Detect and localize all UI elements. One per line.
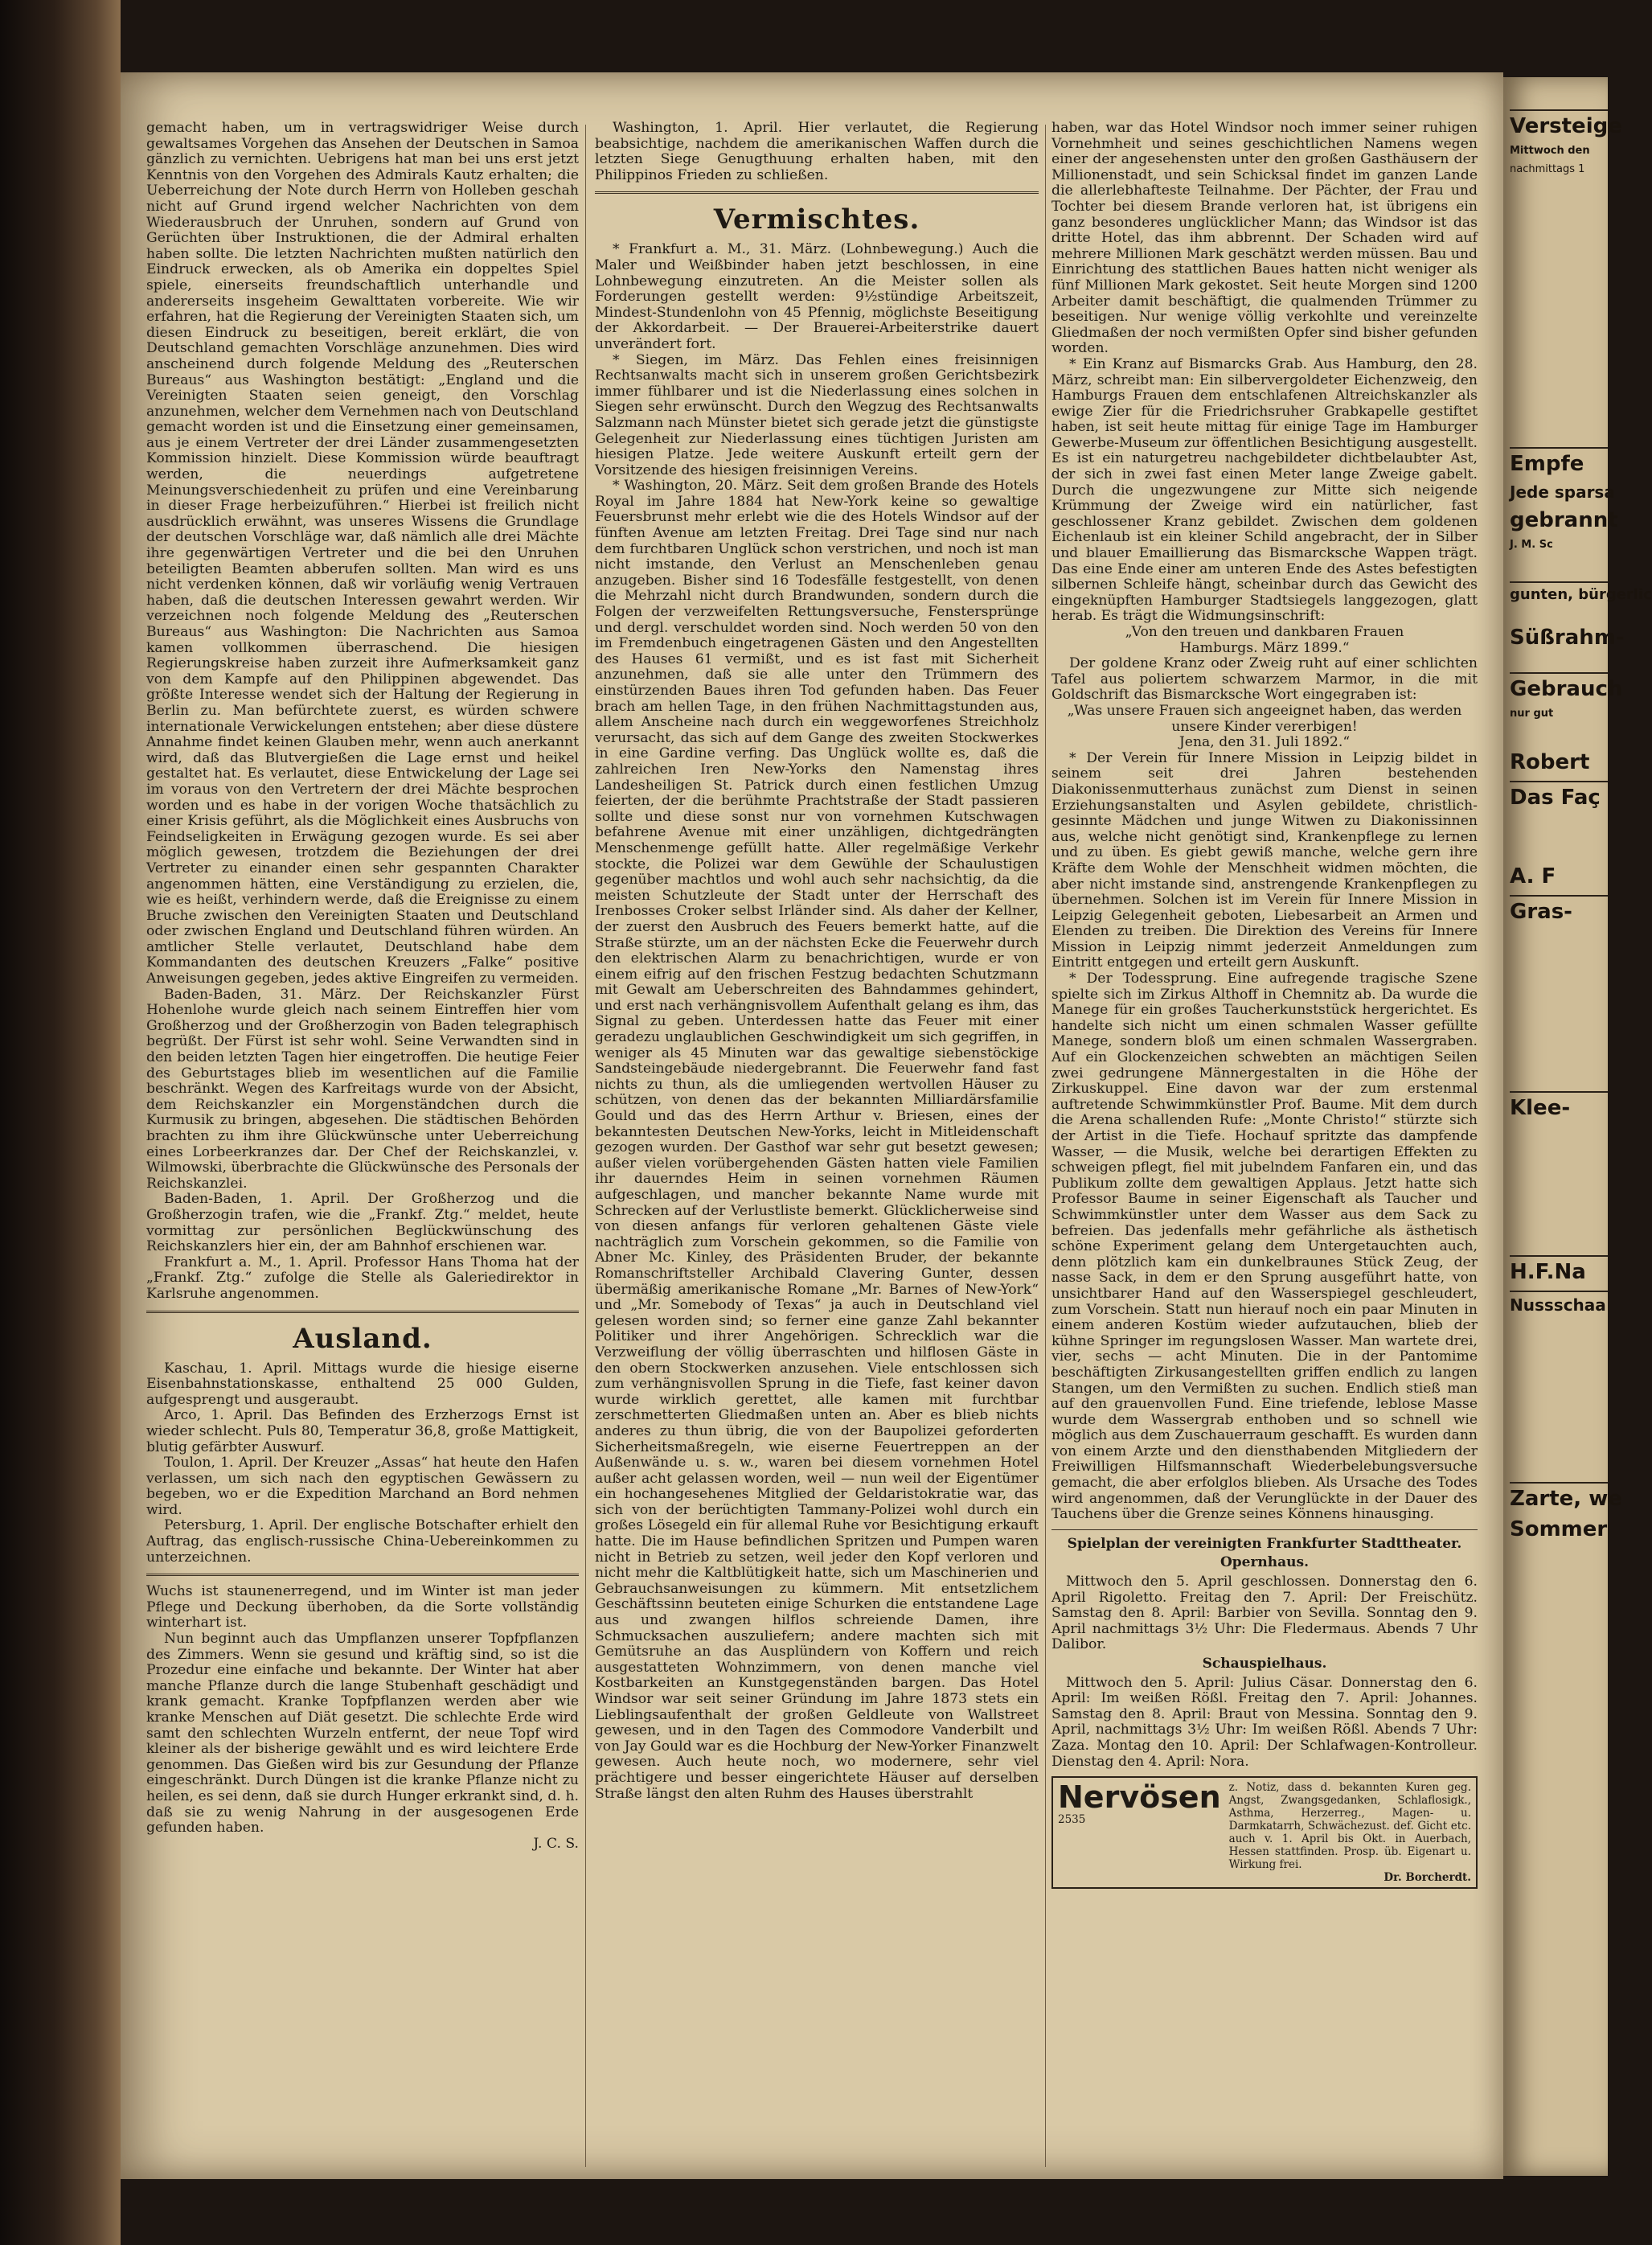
ausland-item: Arco, 1. April. Das Befinden des Erzherzogs Ernst ist wieder schlecht. Puls 80, Temperatur 36,8, große Mattigkeit, blutig gefärbter Auswurf. [146,1407,579,1455]
frankfurt-news: Frankfurt a. M., 1. April. Professor Hans Thoma hat der „Frankf. Ztg.“ zufolge die Stelle als Galeriedirektor in Karlsruhe angenommen. [146,1254,579,1302]
ausland-item: Toulon, 1. April. Der Kreuzer „Assas“ hat heute den Hafen verlassen, um sich nach den egyptischen Gewässern zu begeben, wo er die Expedition Marchand an Bord nehmen wird. [146,1455,579,1518]
ad-right [1229,1781,1471,1884]
vermischtes-item: * Washington, 20. März. Seit dem großen Brande des Hotels Royal im Jahre 1884 hat New-York keine so gewaltige Feuersbrunst mehr erlebt wie die des Hotels Windsor auf der fünften Avenue am letzten Freitag. Drei Tage sind nur nach dem furchtbaren Unglück schon verstrichen, und noch ist man nicht imstande, den Verlust an Menschenleben genau anzugeben. Bisher sind 16 Todesfälle festgestellt, von denen die Mehrzahl nicht durch Brandwunden, sondern durch die Folgen der verzweifelten Rettungsversuche, Fenstersprünge und dergl. verschuldet worden sind. Noch werden 50 von den im Fremdenbuch eingetragenen Gästen und den Angestellten des Hauses 61 vermißt, und es ist fast mit Sicherheit anzunehmen, daß sie alle unter den Trümmern des einstürzenden Baues ihren Tod gefunden haben. Das Feuer brach am hellen Tage, in den frühen Nachmittagstunden aus, allem Anscheine nach durch ein weggeworfenes Streichholz verursacht, das sich auf dem Gange des zweiten Stockwerkes in eine Gardine verfing. Das Unglück wollte es, daß die zahlreichen Iren New-Yorks den Namenstag ihres Landesheiligen St. Patrick durch einen festlichen Umzug feierten, der die berühmte Prachtstraße der Stadt passieren sollte und diese sonst nur von vornehmen Kutschwagen befahrene Avenue mit einer unzähligen, dichtgedrängten Menschenmenge gefüllt hatte. Aller regelmäßige Verkehr stockte, die Polizei war dem Gewühle der Schaulustigen gegenüber machtlos und wohl auch sehr nachsichtig, da die meisten Schutzleute der Stadt unter der Herrschaft des Irenbosses Croker selbst Irländer sind. Als daher der Kellner, der zuerst den Ausbruch des Feuers bemerkt hatte, auf die Straße stürzte, um an der nächsten Ecke die Feuerwehr durch den elektrischen Alarm zu benachrichtigen, wurde er von einem eifrig auf den frischen Festzug bedachten Schutzmann mit Gewalt am Ueberschreiten des Bahndammes gehindert, und erst nach verhängnisvollem Aufenthalt gelang es ihm, das Signal zu geben. Unterdessen hatte das Feuer mit einer geradezu unglaublichen Geschwindigkeit um sich gegriffen, in weniger als 45 Minuten war das gewaltige siebenstöckige Sandsteingebäude niedergebrannt. Die Feuerwehr fand fast nichts zu thun, als die umliegenden wertvollen Häuser zu schützen, von denen das der bekannten Milliardärsfamilie Gould und das des Herrn Arthur v. Briesen, eines der bekanntesten Deutschen New-Yorks, leicht in Mitleidenschaft gezogen wurden. Der Gasthof war sehr gut besetzt gewesen; außer vielen vorübergehenden Gästen hatten viele Familien ihr dauerndes Heim in seinen vornehmen Räumen aufgeschlagen, und mancher bekannte Name wurde mit Schrecken auf der Verlustliste bemerkt. Glücklicherweise sind von diesen anfangs für verloren gehaltenen Gäste viele nachträglich zum Vorschein gekommen, so die Familie von Abner Mc. Kinley, des Präsidenten Bruder, der bekannte Romanschriftsteller Archibald Clavering Gunter, dessen übermäßig amerikanische Romane „Mr. Barnes of New-York“ und „Mr. Somebody of Texas“ ja auch in Deutschland viel gelesen worden sind; so ferner eine ganze Zahl bekannter Politiker und ihrer Angehörigen. Schrecklich war die Verzweiflung der völlig überraschten und hilflosen Gäste in den obern Stockwerken anzusehen. Viele entschlossen sich zum verhängnisvollen Sprung in die Tiefe, fast keiner davon wurde wirklich gerettet, alle kamen mit furchtbar zerschmetterten Gliedmaßen unten an. Aber es blieb nichts anderes zu thun übrig, die von der Baupolizei geforderten Sicherheitsmaßregeln, wie eiserne Feuertreppen an der Außenwände u. s. w., waren bei diesem vornehmen Hotel außer acht gelassen worden, weil — nun weil der Eigentümer ein hochangesehenes Mitglied der Geldaristokratie war, das sich von der berüchtigten Tammany-Polizei wohl durch ein großes Lösegeld ein für allemal Ruhe vor Besichtigung erkauft hatte. Die im Hause befindlichen Spritzen und Pumpen waren nicht in Betrieb zu setzen, weil jeder den Kopf verloren und nicht mehr die Kaltblütigkeit hatte, sich um Maschinerien und Gebrauchsanweisungen zu kümmern. Mit entsetzlichem Geschäftssinn beuteten einige Schurken die entstandene Lage aus und zwangen hilflos schreiende Damen, ihre Schmucksachen auszuliefern; andere machten sich mit Gemütsruhe an das Ausplündern von Koffern und reich ausgestatteten Wohnzimmern, von denen manche viel Kostbarkeiten an Kunstgegenständen bargen. Das Hotel Windsor war seit seiner Gründung im Jahre 1873 stets ein Lieblingsaufenthalt der großen Geldleute von Wallstreet gewesen, und in den Tagen des Commodore Vanderbilt und von Jay Gould war es die Hochburg der New-Yorker Finanzwelt gewesen. Auch heute noch, wo modernere, sehr viel prächtigere und besser eingerichtete Häuser auf derselben Straße längst den alten Ruhm des Hauses überstrahlt [595,478,1039,1802]
bismarck-tablet: Der goldene Kranz oder Zweig ruht auf einer schlichten Tafel aus poliertem schwarzem Marmor, in die mit Goldschrift das Bismarcksche Wort eingegraben ist: [1051,655,1478,704]
opera-schedule: Mittwoch den 5. April geschlossen. Donnerstag den 6. April Rigoletto. Freitag den 7. April: Der Freischütz. Samstag den 8. April: Barbier von Sevilla. Sonntag den 9. April nachmittags 3½ Uhr: Die Fledermaus. Abends 7 Uhr Dalibor. [1051,1574,1478,1653]
adjacent-ad-text: Zarte, we [1510,1482,1608,1511]
section-heading-vermischtes: Vermischtes. [713,203,920,236]
dedication-line: „Von den treuen und dankbaren Frauen [1125,624,1404,640]
bismarck-wreath-item: * Ein Kranz auf Bismarcks Grab. Aus Hamburg, den 28. März, schreibt man: Ein silbervergoldeter Eichenzweig, den Hamburgs Frauen dem entschlafenen Altreichskanzler als ewige Zier für die Friedrichsruher Grabkapelle gestiftet haben, ist seit heute mittag für einige Tage im Hamburger Gewerbe-Museum zur öffentlichen Besichtigung ausgestellt. Es ist ein naturgetreu nachgebildeter dichtbelaubter Ast, der sich in zwei fast einen Meter lange Zweige gabelt. Durch die ungezwungene zur Mitte sich neigende Krümmung der Zweige wird ein natürlicher, fast geschlossener Kranz gebildet. Zwischen dem goldenen Eichenlaub ist ein kleiner Schild angebracht, der in Silber und blauer Emaillierung das Bismarcksche Wappen trägt. Das eine Ende einer am unteren Ende des Astes befestigten silbernen Schleife hängt, scheinbar durch das Gewicht des eingeknüpften Hamburger Stadtsiegels langgezogen, glatt herab. Es trägt die Widmungsinschrift: [1051,355,1478,625]
schauspiel-heading: Schauspielhaus. [1202,1656,1327,1672]
column-3 [1051,121,1478,1889]
ausland-item: Petersburg, 1. April. Der englische Botschafter erhielt den Auftrag, das englisch-russische China-Uebereinkommen zu unterzeichnen. [146,1517,579,1566]
adjacent-ad-text: Robert [1510,750,1590,774]
todessprung-item: * Der Todessprung. Eine aufregende tragische Szene spielte sich im Zirkus Althoff in Chemnitz ab. Da wurde die Manege für ein großes Taucherkunststück hergerichtet. Es handelte sich nicht um einen schmalen Wasser gefüllte Manege, sondern bloß um einen schmalen Wassergraben. Auf ein Glockenzeichen schwebten an mächtigen Seilen zwei gedrungene Männergestalten in die Höhe der Zirkuskuppel. Eine davon war der zum erstenmal auftretende Schwimmkünstler Prof. Baume. Mit dem durch die Arena schallenden Rufe: „Monte Christo!“ stürzte sich der Artist in die Tiefe. Hochauf spritzte das dampfende Wasser, — die Musik, welche bei derartigen Effekten zu schweigen pflegt, fiel mit jubelndem Fanfaren ein, und das Publikum zollte dem gewaltigen Applaus. Jetzt hatte sich Professor Baume in seiner Eigenschaft als Taucher und Schwimmkünstler unter dem Wasser aus dem Sack zu befreien. Das jedenfalls mehr gefährliche als ästhetisch schöne Experiment gelang dem Untergetauchten auch, denn plötzlich kam ein dunkelbraunes Stück Zeug, der nasse Sack, in dem er den Sprung ausgeführt hatte, von unsichtbarer Hand auf den Wasserspiegel geschleudert, zum Vorschein. Statt nun hierauf noch ein paar Minuten in einem anderen Kostüm wieder aufzutauchen, blieb der kühne Springer im regungslosen Wasser. Man wartete drei, vier, sechs — acht Minuten. Die in der Pantomime beschäftigten Zirkusangestellten griffen endlich zu langen Stangen, um den Vermißten zu suchen. Endlich stieß man auf den grauenvollen Fund. Eine triefende, leblose Masse wurde dem Wassergrab enthoben und so schnell wie möglich aus dem Zuschauerraum geschafft. Es wurden dann von einem Arzte und den diensthabenden Mitgliedern der Freiwilligen Hilfsmannschaft Wiederbelebungsversuche gemacht, die aber erfolglos blieben. Als Ursache des Todes wird angenommen, daß der Verunglückte in der Dauer des Tauchens über die Grenze seines Könnens hinausging. [1051,971,1478,1523]
column-divider [585,125,586,2167]
section-rule [146,1311,579,1313]
innere-mission-item: * Der Verein für Innere Mission in Leipzig bildet in seinem seit drei Jahren bestehenden Diakonissenmutterhaus zunächst zum Dienst in seinen Erziehungsanstalten und Asylen gebildete, christlich-gesinnte Mädchen und junge Witwen zu Diakonissinnen aus, welche nicht genötigt sind, Krankenpflege zu lernen und zu üben. Es giebt gewiß manche, welche gern ihre Kräfte dem Wohle der Menschheit widmen möchten, die aber nicht imstande sind, anstrengende Krankenpflegen zu übernehmen. Solchen ist im Verein für Innere Mission in Leipzig Gelegenheit geboten, Liebesarbeit an Armen und Elenden zu treiben. Die Direktion des Vereins für Innere Mission in Leipzig nimmt jederzeit Anmeldungen zum Eintritt entgegen und erteilt gern Auskunft. [1051,749,1478,971]
feuilleton-text: Nun beginnt auch das Umpflanzen unserer Topfpflanzen des Zimmers. Wenn sie gesund und kräftig sind, so ist die Prozedur eine einfache und bekannte. Der Winter hat aber manche Pflanze durch die lange Stubenhaft geschädigt und krank gemacht. Kranke Topfpflanzen werden aber wie kranke Menschen auf Diät gesetzt. Die schlechte Erde wird samt den schlechten Wurzeln entfernt, der neue Topf wird kleiner als der bisherige gewählt und es wird leichtere Erde genommen. Das Gießen wird bis zur Gesundung der Pflanze eingeschränkt. Durch Düngen ist die kranke Pflanze nicht zu heilen, es sei denn, daß sie durch Hunger erkrankt sind, d. h. daß sie zu wenig Nahrung in der ausgesogenen Erde gefunden haben. [146,1631,579,1837]
adjacent-ad-text: Sommer [1510,1517,1608,1541]
advertisement-nervoesen [1051,1776,1478,1889]
vermischtes-item: * Frankfurt a. M., 31. März. (Lohnbewegung.) Auch die Maler und Weißbinder haben jetzt beschlossen, in eine Lohnbewegung einzutreten. An die Meister sollen als Forderungen gestellt werden: 9½stündige Arbeitszeit, Mindest-Stundenlohn von 45 Pfennig, möglichste Beseitigung der Akkordarbeit. — Der Brauerei-Arbeiterstrike dauert unverändert fort. [595,241,1039,352]
baden-news-1: Baden-Baden, 31. März. Der Reichskanzler Fürst Hohenlohe wurde gleich nach seinem Eintreffen hier vom Großherzog und der Großherzogin von Baden telegraphisch begrüßt. Der Fürst ist sehr wohl. Seine Verwandten sind in den beiden letzten Tagen hier eingetroffen. Die heutige Feier des Geburtstages blieb im wesentlichen auf die Familie beschränkt. Wegen des Karfreitags wurde von der Absicht, dem Reichskanzler ein Morgenständchen durch die Kurmusik zu bringen, abgesehen. Die städtischen Behörden brachten zu ihm ihre Glückwünsche unter Ueberreichung eines Lorbeerkranzes dar. Der Chef der Reichskanzlei, v. Wilmowski, überbrachte die Glückwünsche des Personals der Reichskanzlei. [146,986,579,1192]
adjacent-ad-text: A. F [1510,864,1556,889]
adjacent-ad-text: nachmittags 1 [1510,163,1585,175]
adjacent-ad-text: Gebrauch [1510,672,1608,701]
samoa-article: gemacht haben, um in vertragswidriger Weise durch gewaltsames Vorgehen das Ansehen der Deutschen in Samoa gänzlich zu vernichten. Uebrigens hat man bei uns erst jetzt Kenntnis von den Vorgehen des Admirals Kautz erhalten; die Ueberreichung der Note durch Herrn von Holleben geschah nicht auf Grund irgend welcher Nachrichten von dem Wiederausbruch der Unruhen, sondern auf Grund von Gerüchten über Instruktionen, die der Admiral erhalten haben sollte. Die letzten Nachrichten mußten natürlich den Eindruck erwecken, als ob Amerika ein doppeltes Spiel spiele, einerseits freundschaftlich unterhandle und andererseits insgeheim Gewalttaten vorbereite. Wie wir erfahren, hat die Regierung der Vereinigten Staaten sich, um diesen Eindruck zu beseitigen, bereit erklärt, die von Deutschland gemachten Vorschläge anzunehmen. Dies wird anscheinend durch folgende Meldung des „Reuterschen Bureaus“ aus Washington bestätigt: „England und die Vereinigten Staaten seien geneigt, den Vorschlag anzunehmen, welcher dem Vernehmen nach von Deutschland gemacht worden ist und die Einsetzung einer gemeinsamen, aus je einem Vertreter der drei Länder zusammengesetzten Kommission hinzielt. Diese Kommission würde beauftragt werden, die neuerdings aufgetretene Meinungsverschiedenheit zu prüfen und eine Vereinbarung in dieser Frage herbeizuführen.“ Hierbei ist freilich nicht ausdrücklich erwähnt, was unseres Wissens die Grundlage der deutschen Vorschläge war, daß nämlich alle drei Mächte ihre gegenwärtigen Vertreter und die bei den Unruhen beteiligten Beamten abberufen sollten. Man wird es uns nicht verdenken können, daß wir vorläufig wenig Vertrauen haben, daß die deutschen Interessen gewahrt werden. Wir verzeichnen noch folgende Meldung des „Reuterschen Bureaus“ aus Washington: Die Nachrichten aus Samoa kamen vollkommen überraschend. Die hiesigen Regierungskreise haben zurzeit ihre Aufmerksamkeit ganz von dem Kampfe auf den Philippinen abgewendet. Das größte Interesse wendet sich der Haltung der Regierung in Berlin zu. Man befürchtete zuerst, es würden schwere internationale Verwickelungen entstehen; aber diese düstere Annahme findet keinen Glauben mehr, wenn auch anerkannt wird, daß das Blutvergießen die Lage ernst und heikel gestaltet hat. Es verlautet, diese Entwickelung der Lage sei im voraus von den Vertretern der drei Mächte besprochen worden und es habe in der vorigen Woche thatsächlich zu einer Krisis geführt, als die Möglichkeit eines Ausbruchs von Feindseligkeiten in Erwägung gezogen wurde. Es sei aber möglich gewesen, trotzdem die Beziehungen der drei Vertreter zu einander einen sehr gespannten Charakter angenommen hätten, eine Verständigung zu erzielen, die, wie es heißt, verhindern werde, daß die Ereignisse zu einem Bruche zwischen den Vereinigten Staaten und Deutschland oder zwischen England und Deutschland führen würden. An amtlicher Stelle verlautet, Deutschland habe dem Kommandanten des deutschen Kreuzers „Falke“ positive Anweisungen gegeben, jedes aktive Eingreifen zu vermeiden. [146,120,579,987]
adjacent-ad-text: H.F.Na [1510,1255,1608,1284]
ad-signature: Dr. Borcherdt. [1383,1871,1471,1885]
ad-title: Nervösen [1058,1779,1221,1816]
ad-left [1058,1781,1221,1826]
section-heading-ausland: Ausland. [293,1322,432,1355]
section-rule [146,1574,579,1576]
adjacent-ad-text: Das Faç [1510,781,1608,810]
book-spine [0,0,121,2245]
adjacent-ad-text: Gras- [1510,895,1608,924]
adjacent-ad-text: Klee- [1510,1091,1608,1120]
adjacent-ad-text: nur gut [1510,708,1554,720]
hotel-fire-continued: haben, war das Hotel Windsor noch immer seiner ruhigen Vornehmheit und seines geschichtlichen Namens wegen einer der angesehensten unter den großen Gasthäusern der Millionenstadt, und sein Schicksal findet im ganzen Lande die allerlebhafteste Teilnahme. Der Pächter, der Frau und Tochter bei diesem Brande verloren hat, ist übrigens ein ganz besonderes unglücklicher Mann; das Windsor ist das dritte Hotel, das ihm abbrennt. Der Schaden wird auf mehrere Millionen Mark geschätzt werden müssen. Bau und Einrichtung des stattlichen Baues hatten nicht weniger als fünf Millionen Mark gekostet. Seit heute Morgen sind 1200 Arbeiter damit beschäftigt, die qualmenden Trümmer zu beseitigen. Nur wenige völlig verkohlte und vereinzelte Gliedmaßen der noch vermißten Opfer sind bisher gefunden worden. [1051,120,1478,357]
adjacent-ad-text: Süßrahm- [1510,626,1625,650]
newspaper-page [121,72,1503,2179]
adjacent-ad-text: Versteige [1510,109,1608,138]
dedication-line: Hamburgs. März 1899.“ [1179,639,1350,656]
adjacent-ad-text: J. M. Sc [1510,539,1553,551]
column-1 [146,121,579,1852]
bismarck-quote: „Was unsere Frauen sich angeeignet haben, das werden unsere Kinder vererbigen! [1067,702,1462,735]
bismarck-quote-date: Jena, den 31. Juli 1892.“ [1179,734,1351,751]
section-rule [1051,1529,1478,1530]
adjacent-ad-text: Jede sparsa [1510,482,1615,502]
theatre-title: Spielplan der vereinigten Frankfurter Stadttheater. [1067,1535,1462,1552]
ausland-item: Kaschau, 1. April. Mittags wurde die hiesige eiserne Eisenbahnstationskasse, enthaltend 25 000 Gulden, aufgesprengt und ausgeraubt. [146,1360,579,1408]
feuilleton-text: Wuchs ist staunenerregend, und im Winter ist man jeder Pflege und Deckung überhoben, da die Sorte vollständig winterhart ist. [146,1583,579,1631]
vermischtes-item: * Siegen, im März. Das Fehlen eines freisinnigen Rechtsanwalts macht sich in unserem großen Gerichtsbezirk immer fühlbarer und ist die Niederlassung eines solchen in Siegen sehr erwünscht. Durch den Wegzug des Rechtsanwalts Salzmann nach Münster bietet sich gerade jetzt die günstigste Gelegenheit zur Niederlassung eines tüchtigen Juristen am hiesigen Platze. Jede weitere Auskunft erteilt gern der Vorsitzende des hiesigen freisinnigen Vereins. [595,351,1039,478]
adjacent-ad-text: Nussschaa [1510,1291,1608,1315]
adjacent-ad-text: gebrannt [1510,508,1618,532]
schauspiel-schedule: Mittwoch den 5. April: Julius Cäsar. Donnerstag den 6. April: Im weißen Rößl. Freitag den 7. April: Johannes. Samstag den 8. April: Braut von Messina. Sonntag den 9. April, nachmittags 3½ Uhr: Im weißen Rößl. Abends 7 Uhr: Zaza. Montag den 10. April: Der Schlafwagen-Kontrolleur. Dienstag den 4. April: Nora. [1051,1674,1478,1770]
baden-news-2: Baden-Baden, 1. April. Der Großherzog und die Großherzogin trafen, wie die „Frankf. Ztg.“ meldet, heute vormittag zur persönlichen Beglückwünschung des Reichskanzlers hier ein, der am Bahnhof erschienen war. [146,1191,579,1255]
opera-heading: Opernhaus. [1220,1554,1310,1571]
adjacent-ad-text: gunten, bürgerlic [1510,581,1608,603]
section-rule [595,191,1039,194]
feuilleton-signature: J. C. S. [533,1835,579,1852]
adjacent-ad-text: Empfe [1510,447,1608,476]
column-2 [595,121,1039,1802]
ad-number: 2535 [1058,1813,1086,1827]
washington-news: Washington, 1. April. Hier verlautet, die Regierung beabsichtige, nachdem die amerikanischen Waffen durch die letzten Siege Genugthuung erhalten haben, mit den Philippinos Frieden zu schließen. [595,120,1039,183]
theatre-schedule [1051,1537,1478,1770]
ad-text: z. Notiz, dass d. bekannten Kuren geg. Angst, Zwangsgedanken, Schlaflosigk., Asthma, Herzerreg., Magen- u. Darmkatarrh, Schwächezust. def. Gicht etc. auch v. 1. April bis Okt. in Auerbach, Hessen stattfinden. Prosp. üb. Eigenart u. Wirkung frei. [1228,1781,1471,1872]
column-divider [1045,125,1046,2167]
adjacent-ad-text: Mittwoch den [1510,145,1590,157]
adjacent-page-edge [1503,77,1652,2176]
